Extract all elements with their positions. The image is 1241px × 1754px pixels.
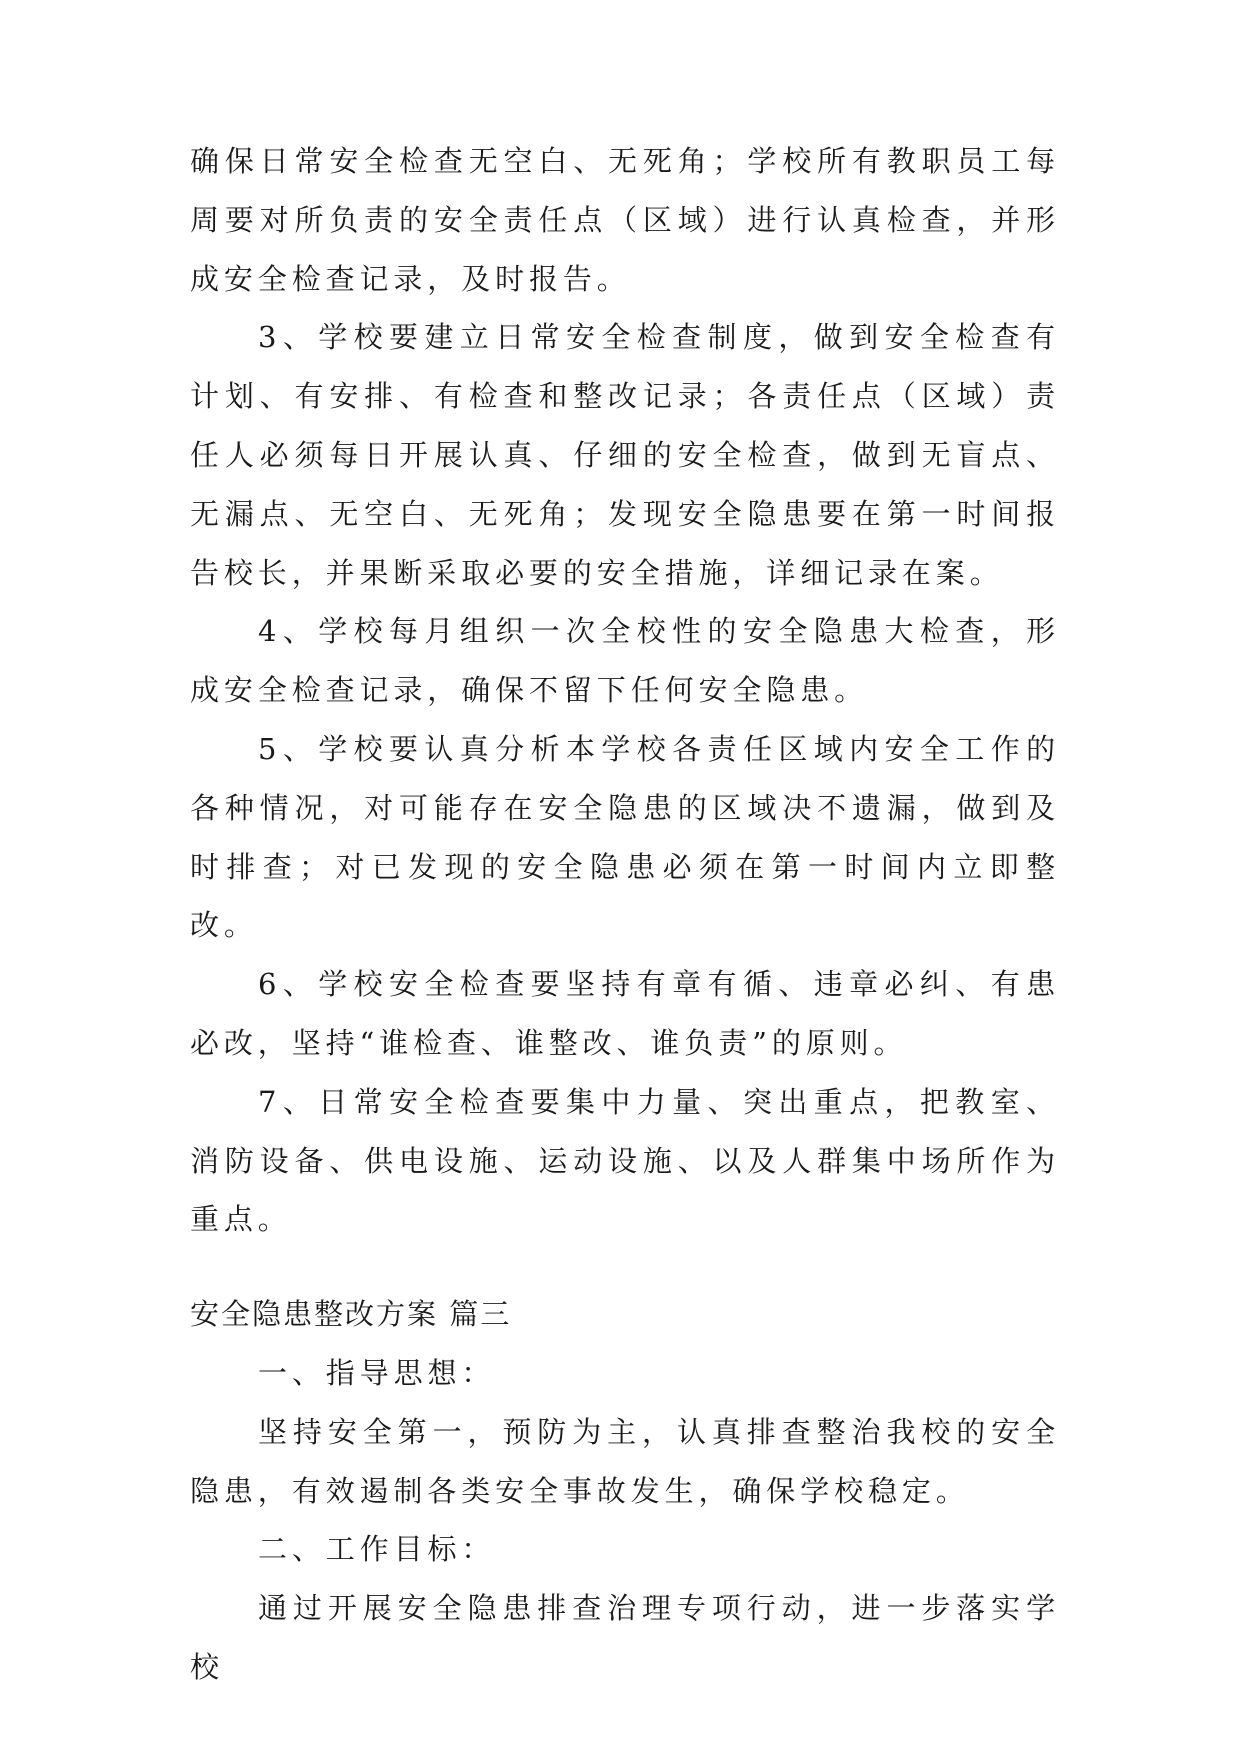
paragraph-item-4: 4、学校每月组织一次全校性的安全隐患大检查，形成安全检查记录，确保不留下任何安全隐患。 — [190, 614, 1060, 708]
paragraph-guiding-ideology: 坚持安全第一，预防为主，认真排查整治我校的安全隐患，有效遏制各类安全事故发生，确保学校稳定。 — [190, 1414, 1060, 1508]
heading-guiding-ideology: 一、指导思想： — [258, 1355, 496, 1390]
section-title: 安全隐患整改方案 篇三 — [190, 1297, 512, 1332]
paragraph-item-5: 5、学校要认真分析本学校各责任区域内安全工作的各种情况，对可能存在安全隐患的区域决不遗漏，做到及时排查；对已发现的安全隐患必须在第一时间内立即整改。 — [190, 731, 1060, 943]
paragraph-item-3: 3、学校要建立日常安全检查制度，做到安全检查有计划、有安排、有检查和整改记录；各责任点（区域）责任人必须每日开展认真、仔细的安全检查，做到无盲点、无漏点、无空白、无死角；发现安全隐患要在第一时间报告校长，并果断采取必要的安全措施，详细记录在案。 — [190, 320, 1060, 590]
paragraph-continuation: 确保日常安全检查无空白、无死角；学校所有教职员工每周要对所负责的安全责任点（区域）进行认真检查，并形成安全检查记录，及时报告。 — [190, 144, 1060, 296]
document-body — [190, 132, 1060, 1697]
paragraph-item-6: 6、学校安全检查要坚持有章有循、违章必纠、有患必改，坚持“谁检查、谁整改、谁负责”的原则。 — [190, 967, 1060, 1060]
heading-work-goals: 二、工作目标： — [258, 1532, 496, 1567]
paragraph-work-goals: 通过开展安全隐患排查治理专项行动，进一步落实学校 — [190, 1591, 1060, 1684]
paragraph-item-7: 7、日常安全检查要集中力量、突出重点，把教室、消防设备、供电设施、运动设施、以及人群集中场所作为重点。 — [190, 1084, 1060, 1237]
